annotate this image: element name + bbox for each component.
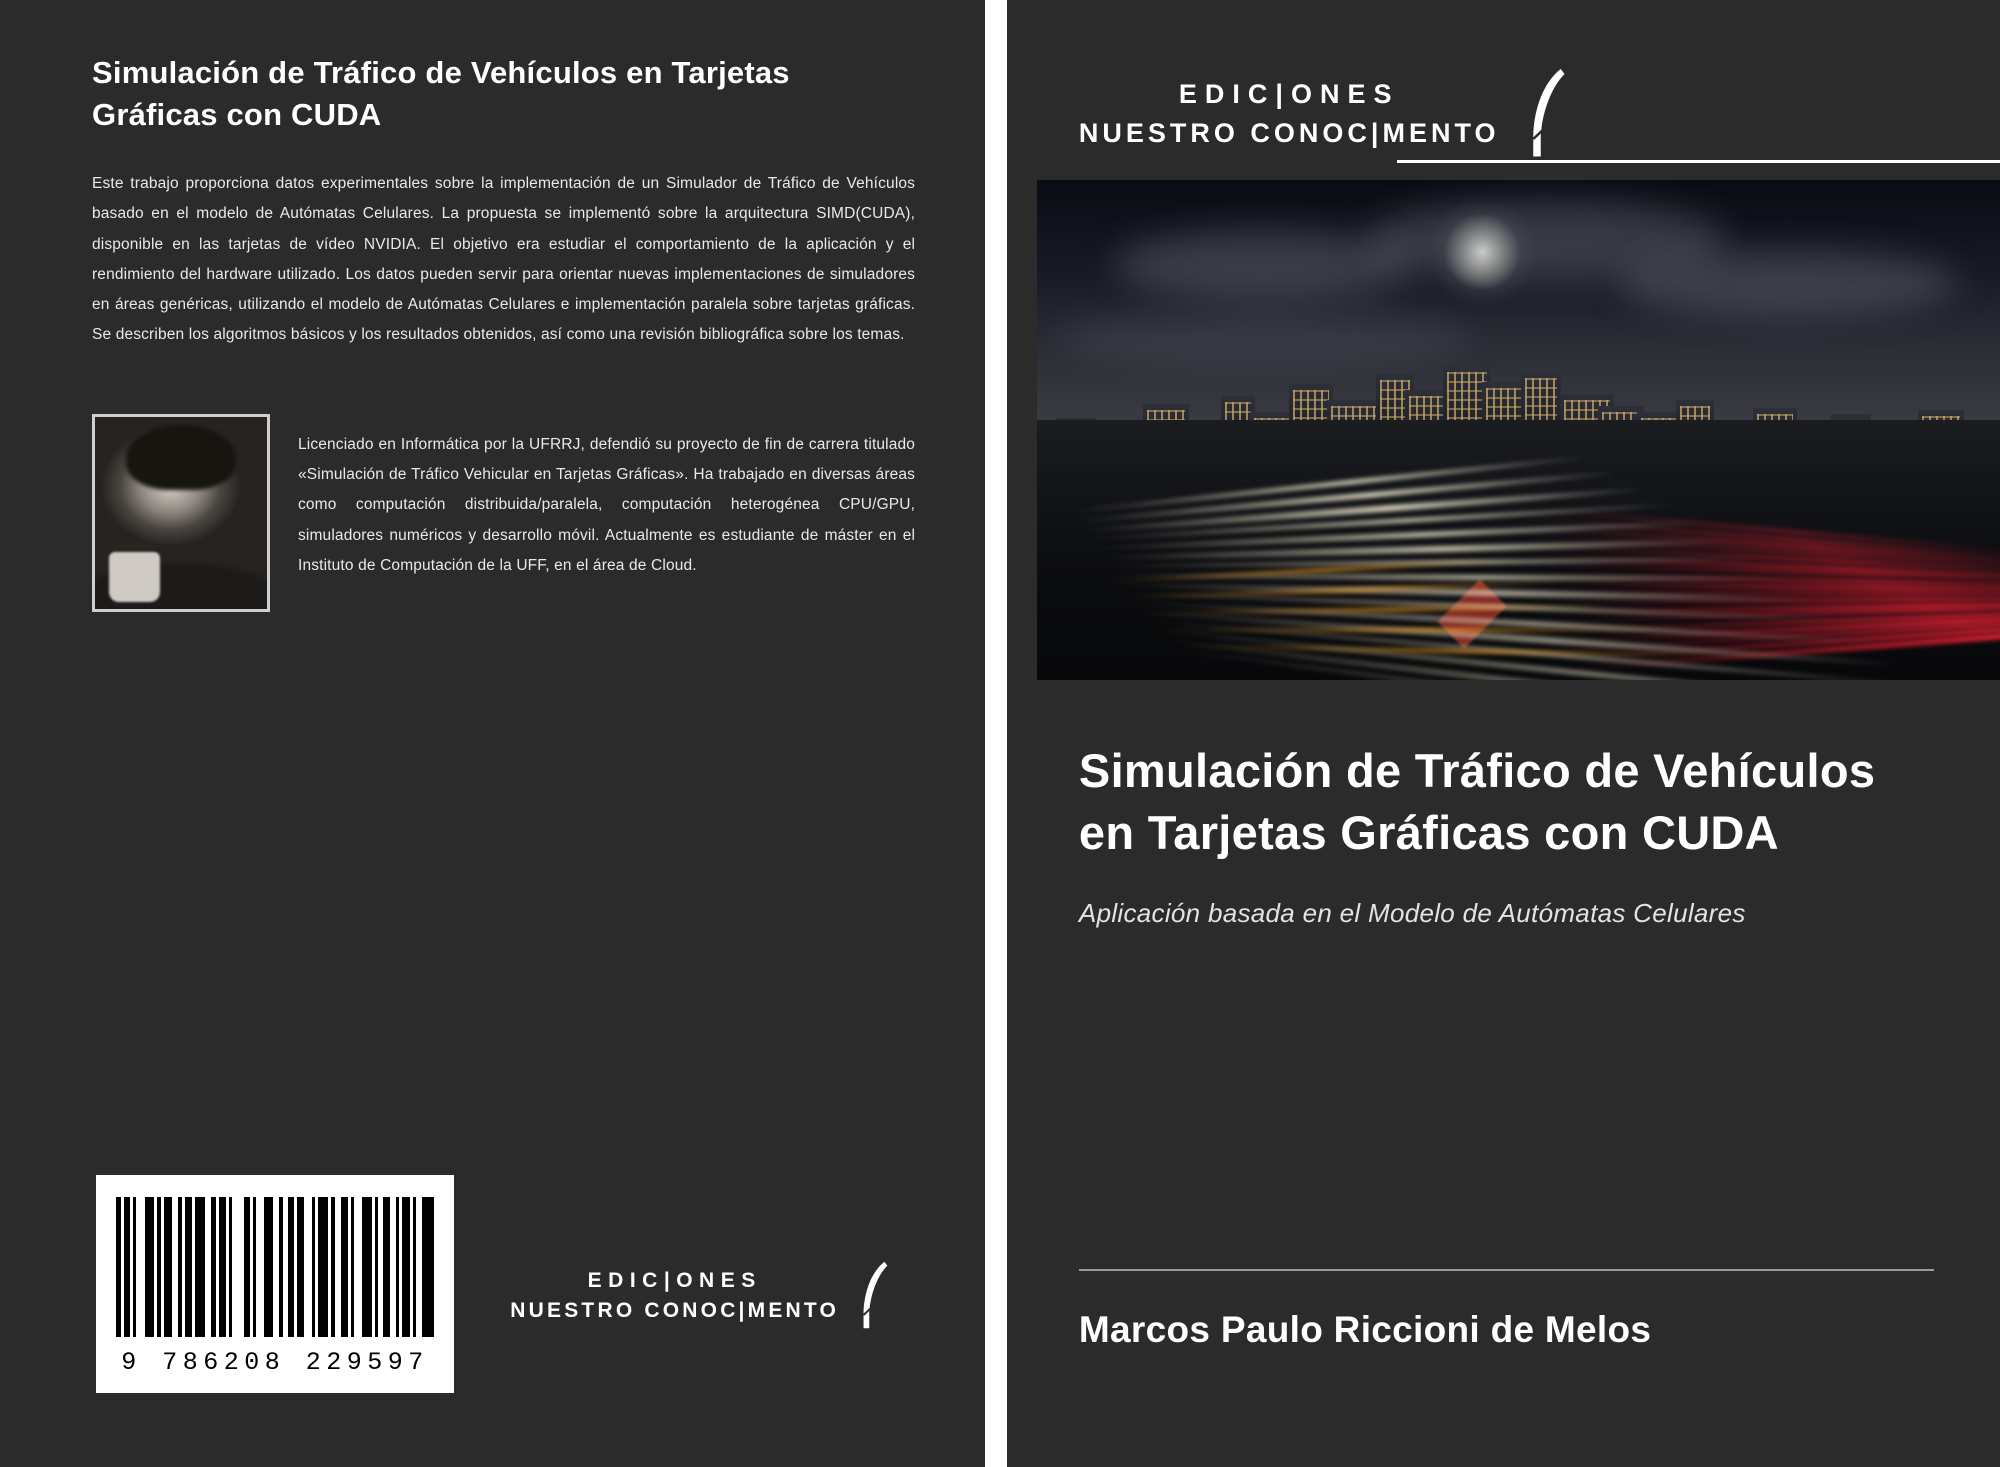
photo-cloud [1618,250,1958,316]
back-cover-abstract: Este trabajo proporciona datos experimentales sobre la implementación de un Simulador de Tráfico de Vehículos basado en el modelo de Autómatas Celulares. La propuesta se implementó sobre la arquitectura SIMD(CUDA), disponible en las tarjetas de vídeo NVIDIA. El objetivo era estudiar el comportamiento de la aplicación y el rendimiento del hardware utilizado. Los datos pueden servir para orientar nuevas implementaciones de simuladores en áreas genéricas, utilizando el modelo de Autómatas Celulares e implementación paralela sobre tarjetas gráficas. Se describen los algoritmos básicos y los resultados obtenidos, así como una revisión bibliográfica sobre los temas. [92,175,916,344]
author-photo [92,414,270,612]
publisher-logo-back [510,1257,893,1335]
front-cover-subtitle: Aplicación basada en el Modelo de Autómatas Celulares [1078,898,1746,929]
quill-icon [1522,62,1572,166]
back-cover-content [92,52,915,612]
spine-gap [985,0,1007,1467]
author-divider [1079,1269,1934,1271]
front-cover-header [1017,0,2000,180]
front-cover [1017,0,2000,1467]
barcode [96,1175,454,1393]
barcode-digits: 9 786208 229597 [121,1348,429,1377]
cover-photo [1037,180,2000,680]
portrait-cup-shape [109,552,161,602]
front-cover-text [1017,680,2000,929]
publisher-line1-front: EDIC|ONES [1178,78,1400,109]
publisher-line2-front: NUESTRO CONOC|MENTO [1078,118,1500,148]
header-rule [1397,160,2000,163]
portrait-hair-shape [126,425,236,490]
spine [1007,0,1017,1467]
publisher-line1-back: EDIC|ONES [587,1268,762,1292]
back-cover [0,0,985,1467]
publisher-logo-front [1079,62,1572,166]
publisher-wordmark-back [510,1266,839,1327]
publisher-wordmark-front [1079,75,1500,153]
front-cover-author: Marcos Paulo Riccioni de Melos [1078,1309,1652,1350]
author-bio-block [92,414,915,612]
quill-icon [855,1257,893,1335]
barcode-bars [116,1197,434,1337]
front-cover-title: Simulación de Tráfico de Vehículos en Tarjetas Gráficas con CUDA [1078,744,1876,860]
publisher-line2-back: NUESTRO CONOC|MENTO [510,1299,840,1322]
author-bio-text: Licenciado en Informática por la UFRRJ, defendió su proyecto de fin de carrera titulado «Simulación de Tráfico Vehicular en Tarjetas Gráficas». Ha trabajado en diversas áreas como computación distribuida/paralela, computación heterogénea CPU/GPU, simuladores numéricos y desarrollo móvil. Actualmente es estudiante de máster en el Instituto de Computación de la UFF, en el área de Cloud. [298,435,916,574]
back-cover-title: Simulación de Tráfico de Vehículos en Tarjetas Gráficas con CUDA [92,55,790,132]
